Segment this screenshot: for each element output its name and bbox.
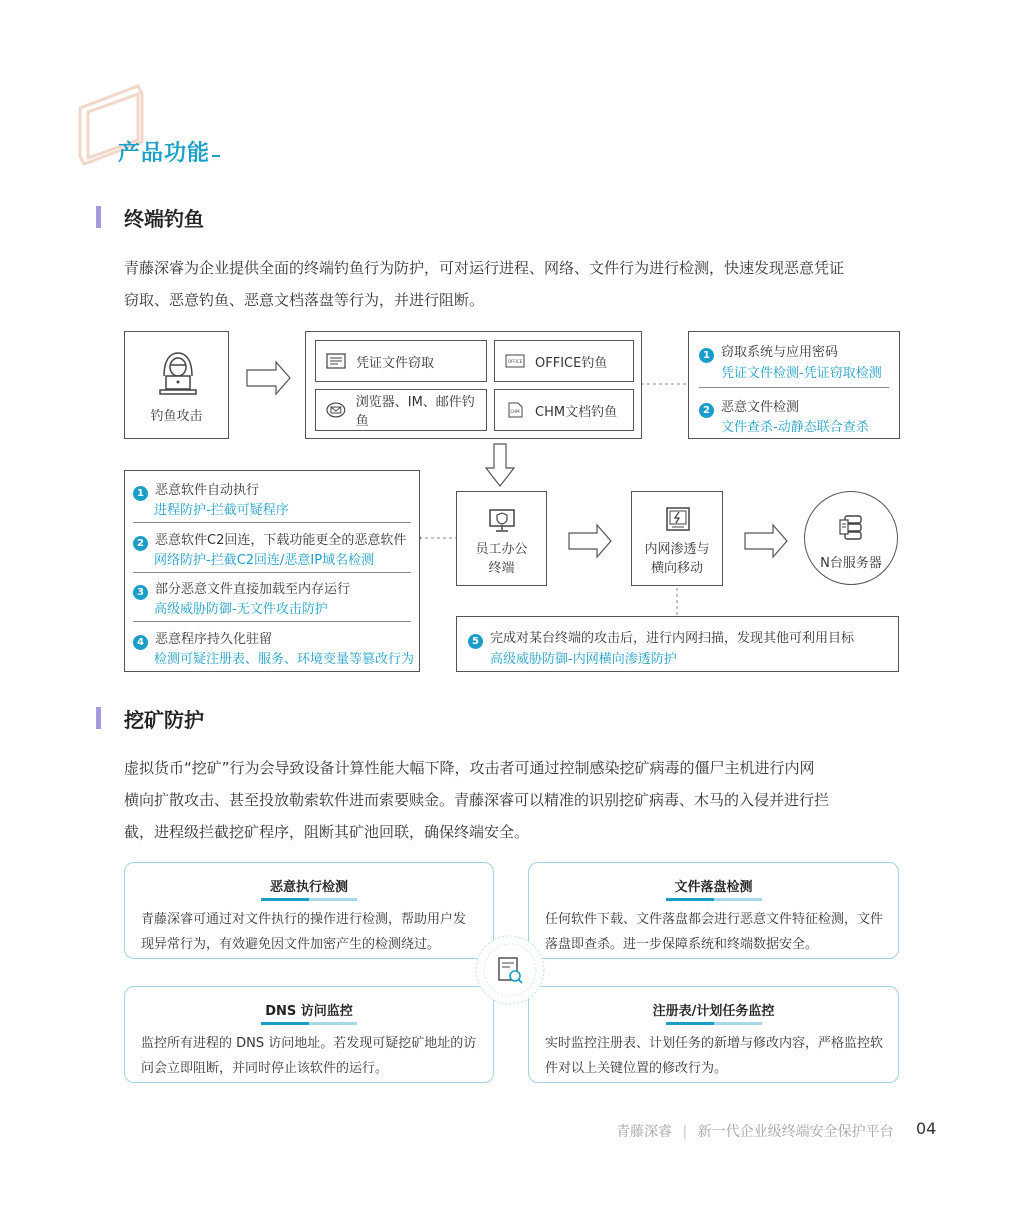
detection-title-text: 窃取系统与应用密码 <box>721 345 839 360</box>
step-number-badge: 4 <box>133 635 148 650</box>
detection-item-sub: 文件查杀-动静态联合查杀 <box>721 420 869 435</box>
footer-brand: 青藤深睿 <box>616 1124 672 1140</box>
arrow-right-icon <box>745 525 787 557</box>
feature-card-dns <box>124 986 494 1083</box>
feature-title: 文件落盘检测 <box>674 880 753 895</box>
divider <box>133 572 411 573</box>
credential-detection-box <box>688 331 900 439</box>
step-number-badge: 1 <box>699 348 714 363</box>
title-underline <box>666 1022 762 1025</box>
body-line: 青藤深睿可通过对文件执行的操作进行检测，帮助用户发 <box>141 912 467 927</box>
divider <box>133 621 411 622</box>
step-number-badge: 1 <box>133 486 148 501</box>
section-title-phishing: 终端钓鱼 <box>124 207 204 231</box>
defense-title-text: 部分恶意文件直接加载至内存运行 <box>155 582 351 597</box>
body-line: 监控所有进程的 DNS 访问地址。若发现可疑挖矿地址的访 <box>141 1036 477 1051</box>
title-underline <box>261 1022 357 1025</box>
paragraph-line: 横向扩散攻击、甚至投放勒索软件进而索要赎金。青藤深睿可以精准的识别挖矿病毒、木马的入侵并进行拦 <box>124 791 830 809</box>
hacker-icon <box>156 350 200 396</box>
chm-file-icon <box>505 402 525 418</box>
defense-title-text: 恶意软件自动执行 <box>155 483 260 498</box>
page-title: 产品功能 <box>118 141 211 166</box>
label-line: 终端 <box>488 561 515 576</box>
feature-card-file-drop <box>528 862 899 959</box>
attacker-box <box>124 331 229 439</box>
svg-text:CHM: CHM <box>510 409 520 414</box>
lateral-movement-label <box>632 540 722 578</box>
mail-icon <box>326 402 346 418</box>
defense-title-text: 恶意软件C2回连，下载功能更全的恶意软件 <box>155 533 407 548</box>
defense-item-title <box>133 479 259 501</box>
paragraph-line: 窃取、恶意钓鱼、恶意文档落盘等行为，并进行阻断。 <box>124 291 485 309</box>
divider <box>699 387 889 388</box>
feature-title: 恶意执行检测 <box>269 880 348 895</box>
detection-item-sub: 凭证文件检测-凭证窃取检测 <box>721 366 882 381</box>
phish-type-credential <box>315 340 487 382</box>
svg-text:OFFICE: OFFICE <box>507 359 523 364</box>
feature-body <box>141 907 479 957</box>
paragraph-line: 截，进程级拦截挖矿程序，阻断其矿池回联，确保终端安全。 <box>124 823 530 841</box>
body-line: 现异常行为，有效避免因文件加密产生的检测绕过。 <box>141 937 441 952</box>
employee-endpoint-label <box>457 540 546 578</box>
monitor-shield-icon <box>488 508 516 534</box>
section-title-mining: 挖矿防护 <box>124 708 204 732</box>
body-line: 问会立即阻断，并同时停止该软件的运行。 <box>141 1061 389 1076</box>
lateral-movement-icon <box>665 506 691 532</box>
malware-defense-box <box>124 470 420 672</box>
phish-type-office <box>494 340 634 382</box>
server-label: N台服务器 <box>820 556 882 571</box>
body-line: 任何软件下载、文件落盘都会进行恶意文件特征检测，文件 <box>545 912 884 927</box>
phish-type-label: 浏览器、IM、邮件钓鱼 <box>355 395 475 429</box>
document-icon <box>326 353 346 369</box>
feature-card-registry <box>528 986 899 1083</box>
phish-type-chm <box>494 389 634 431</box>
lateral-movement-box <box>631 491 723 586</box>
section-marker <box>96 707 101 729</box>
feature-card-execution <box>124 862 494 959</box>
step-number-badge: 5 <box>468 634 483 649</box>
lateral-defense-title <box>468 627 854 649</box>
arrow-down-icon <box>486 444 514 486</box>
detection-item-title <box>699 341 838 363</box>
defense-item-sub: 高级威胁防御-无文件攻击防护 <box>154 602 328 617</box>
step-number-badge: 3 <box>133 585 148 600</box>
lateral-defense-text: 完成对某台终端的攻击后，进行内网扫描，发现其他可利用目标 <box>490 631 855 646</box>
phish-type-label: CHM文档钓鱼 <box>535 404 618 420</box>
paragraph-line: 虚拟货币“挖矿”行为会导致设备计算性能大幅下降，攻击者可通过控制感染挖矿病毒的僵尸主机进行内网 <box>124 759 815 777</box>
detection-item-title <box>699 396 799 418</box>
body-line: 落盘即查杀。进一步保障系统和终端数据安全。 <box>545 937 819 952</box>
footer-text <box>616 1121 894 1141</box>
employee-endpoint-box <box>456 491 547 586</box>
defense-item-sub: 进程防护-拦截可疑程序 <box>154 503 289 518</box>
page-number: 04 <box>916 1119 937 1138</box>
step-number-badge: 2 <box>133 536 148 551</box>
label-line: 横向移动 <box>650 561 703 576</box>
defense-item-title <box>133 529 406 551</box>
body-line: 实时监控注册表、计划任务的新增与修改内容，严格监控软 <box>545 1036 884 1051</box>
phish-types-container <box>305 331 642 439</box>
lateral-defense-box <box>456 616 899 672</box>
feature-body <box>545 1031 884 1081</box>
arrow-right-icon <box>569 525 611 557</box>
attacker-label: 钓鱼攻击 <box>150 409 203 424</box>
lateral-defense-sub: 高级威胁防御-内网横向渗透防护 <box>490 652 677 667</box>
server-icon <box>838 514 866 542</box>
title-underline <box>666 898 762 901</box>
title-underline <box>261 898 357 901</box>
body-line: 件对以上关键位置的修改行为。 <box>545 1061 728 1076</box>
label-line: 员工办公 <box>475 542 528 557</box>
footer-separator: | <box>682 1124 688 1140</box>
magnifier-document-icon <box>474 934 546 1006</box>
phish-type-browser <box>315 389 487 431</box>
defense-item-title <box>133 578 350 600</box>
section-paragraph-mining <box>124 752 902 848</box>
label-line: 内网渗透与 <box>644 542 710 557</box>
footer-tagline: 新一代企业级终端安全保护平台 <box>697 1124 894 1140</box>
defense-title-text: 恶意程序持久化驻留 <box>155 632 273 647</box>
paragraph-line: 青藤深睿为企业提供全面的终端钓鱼行为防护，可对运行进程、网络、文件行为进行检测，快速发现恶意凭证 <box>124 259 845 277</box>
feature-body <box>545 907 884 957</box>
defense-item-title <box>133 628 272 650</box>
defense-item-sub: 检测可疑注册表、服务、环境变量等篡改行为 <box>154 652 415 667</box>
feature-title: DNS 访问监控 <box>265 1004 353 1019</box>
feature-body <box>141 1031 479 1081</box>
step-number-badge: 2 <box>699 403 714 418</box>
phish-type-label: OFFICE钓鱼 <box>535 355 608 371</box>
feature-title: 注册表/计划任务监控 <box>652 1004 775 1019</box>
server-node <box>804 491 898 585</box>
divider <box>133 522 411 523</box>
arrow-right-icon <box>247 362 290 394</box>
office-file-icon <box>505 353 525 369</box>
detection-title-text: 恶意文件检测 <box>721 400 800 415</box>
defense-item-sub: 网络防护-拦截C2回连/恶意IP域名检测 <box>154 553 375 568</box>
phish-type-label: 凭证文件窃取 <box>356 355 435 371</box>
